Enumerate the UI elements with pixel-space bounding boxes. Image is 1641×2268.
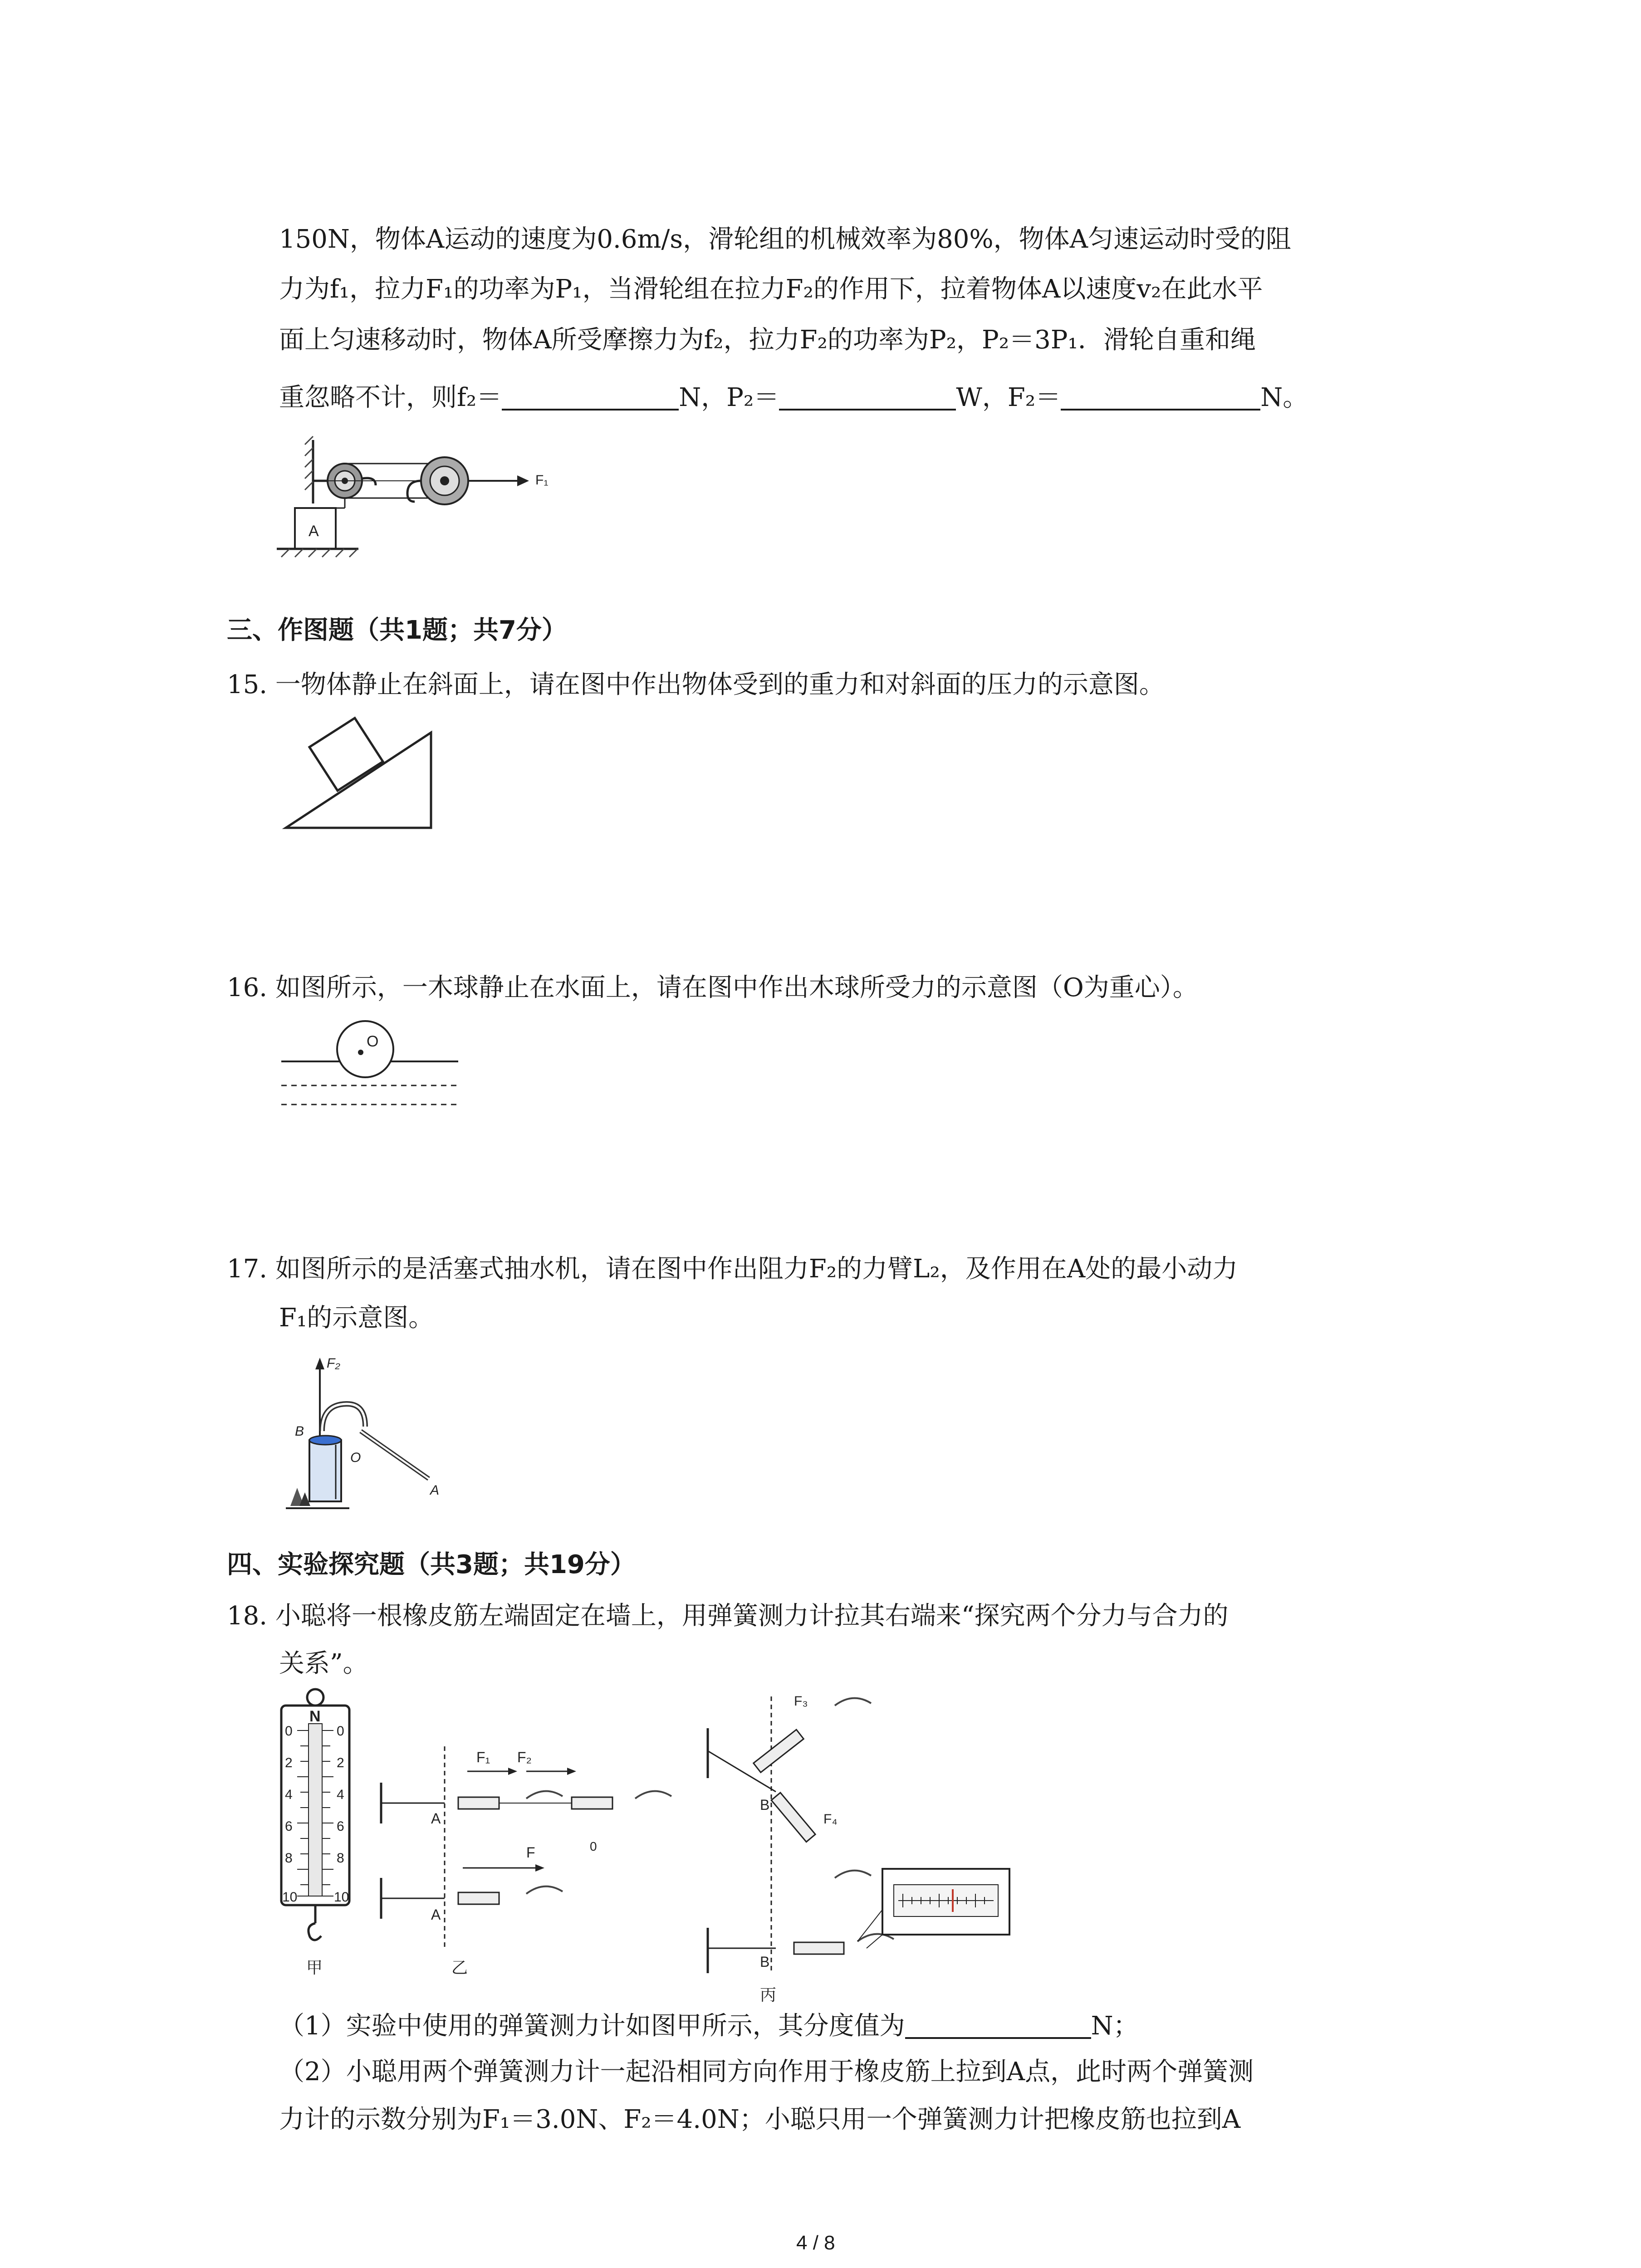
pump-label-f2: F₂ <box>327 1356 340 1371</box>
q18-sub2-line-1: （2）小聪用两个弹簧测力计一起沿相同方向作用于橡皮筋上拉到A点，此时两个弹簧测 <box>279 2057 1254 2087</box>
pulley-system-figure <box>277 435 622 567</box>
scale-unit-n: N <box>309 1708 321 1725</box>
scale-right-2: 2 <box>337 1755 344 1770</box>
page-number: 4 / 8 <box>796 2232 835 2254</box>
q15-text: 15. 一物体静止在斜面上，请在图中作出物体受到的重力和对斜面的压力的示意图。 <box>227 670 1165 699</box>
pump-label-o: O <box>350 1450 361 1465</box>
q18-sub1-unit: N； <box>1091 2011 1139 2041</box>
q14-line-3: 面上匀速移动时，物体A所受摩擦力为f₂，拉力F₂的功率为P₂，P₂＝3P₁．滑轮自重和绳 <box>279 325 1256 355</box>
pulley-label-a: A <box>309 523 319 540</box>
q14-line-1: 150N，物体A运动的速度为0.6m/s，滑轮组的机械效率为80%，物体A匀速运动时受的阻 <box>279 225 1292 254</box>
figure-label-bing: 丙 <box>760 1985 777 2004</box>
answer-blank-division[interactable] <box>905 2012 1091 2039</box>
figure-label-jia: 甲 <box>306 1958 323 1977</box>
section-4-heading: 四、实验探究题（共3题；共19分） <box>227 1550 636 1579</box>
figure-bing <box>708 1694 1009 2004</box>
q17-line-1: 17. 如图所示的是活塞式抽水机，请在图中作出阻力F₂的力臂L₂，及作用在A处的最小动力 <box>227 1254 1238 1284</box>
q14-line-4 <box>279 383 1308 411</box>
scale-left-6: 6 <box>285 1819 293 1834</box>
scale-right-8: 8 <box>337 1851 344 1866</box>
q18-sub2-line-2: 力计的示数分别为F₁＝3.0N、F₂＝4.0N；小聪只用一个弹簧测力计把橡皮筋也拉到A <box>279 2105 1241 2134</box>
pulley-label-f1: F₁ <box>535 473 549 488</box>
q16-text: 16. 如图所示，一木球静止在水面上，请在图中作出木球所受力的示意图（O为重心）。 <box>227 973 1198 1002</box>
scale-left-4: 4 <box>285 1787 293 1802</box>
yi-label-f1: F₁ <box>476 1749 490 1765</box>
bing-label-f3: F₃ <box>794 1694 808 1709</box>
yi-label-f2: F₂ <box>517 1749 532 1765</box>
q14-unit-n-end: N。 <box>1260 383 1308 412</box>
q17-line-2: F₁的示意图。 <box>279 1303 434 1333</box>
incline-figure <box>281 714 436 837</box>
section-3-heading: 三、作图题（共1题；共7分） <box>227 616 567 645</box>
floating-ball-figure <box>277 1014 467 1123</box>
q18-line-1: 18. 小聪将一根橡皮筋左端固定在墙上，用弹簧测力计拉其右端来“探究两个分力与合力的 <box>227 1601 1229 1631</box>
q14-line-2: 力为f₁，拉力F₁的功率为P₁，当滑轮组在拉力F₂的作用下，拉着物体A以速度v₂在此水平 <box>279 274 1263 304</box>
yi-label-a-bottom: A <box>431 1906 441 1923</box>
yi-label-zero: 0 <box>590 1839 597 1853</box>
scale-left-10: 10 <box>282 1890 298 1905</box>
pump-label-b: B <box>295 1424 304 1439</box>
bing-label-b-bottom: B <box>760 1954 770 1970</box>
yi-label-f: F <box>526 1844 535 1861</box>
scale-right-10: 10 <box>334 1890 349 1905</box>
scale-left-8: 8 <box>285 1851 293 1866</box>
q14-unit-w: W，F₂＝ <box>956 383 1061 412</box>
q18-sub1 <box>279 2012 1139 2039</box>
water-pump-figure <box>272 1354 472 1522</box>
ball-label-o: O <box>367 1033 379 1050</box>
scale-left-2: 2 <box>285 1755 293 1770</box>
q18-line-2: 关系”。 <box>279 1649 368 1678</box>
spring-scale-experiment-figure <box>272 1687 1053 2004</box>
bing-label-b-top: B <box>760 1797 770 1813</box>
spring-scale-jia <box>281 1689 349 1977</box>
yi-label-a-top: A <box>431 1810 441 1827</box>
figure-label-yi: 乙 <box>451 1958 468 1977</box>
pump-label-a: A <box>430 1483 440 1498</box>
q14-line-4-prefix: 重忽略不计，则f₂＝ <box>279 383 502 412</box>
bing-label-f4: F₄ <box>823 1812 838 1827</box>
figure-yi <box>381 1746 671 1977</box>
answer-blank-p2[interactable] <box>779 383 956 411</box>
q18-sub1-text: （1）实验中使用的弹簧测力计如图甲所示，其分度值为 <box>279 2011 905 2041</box>
answer-blank-F2[interactable] <box>1061 383 1260 411</box>
scale-right-4: 4 <box>337 1787 344 1802</box>
scale-right-0: 0 <box>337 1724 344 1739</box>
answer-blank-f2[interactable] <box>502 383 679 411</box>
q14-unit-n: N，P₂＝ <box>679 383 779 412</box>
scale-right-6: 6 <box>337 1819 344 1834</box>
scale-left-0: 0 <box>285 1724 293 1739</box>
